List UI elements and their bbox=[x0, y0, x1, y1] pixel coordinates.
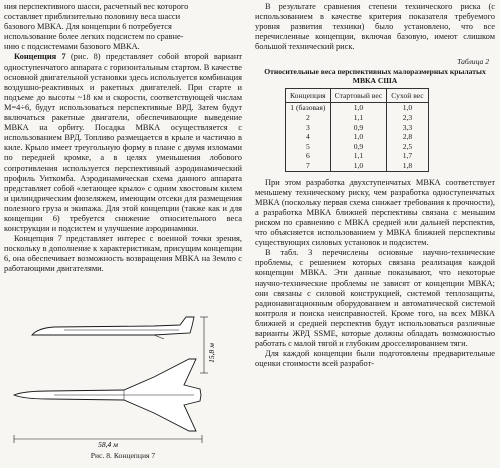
table-row bbox=[286, 132, 429, 142]
table-row bbox=[286, 151, 429, 161]
table-cell: 0,9 bbox=[330, 123, 387, 133]
table-row bbox=[286, 123, 429, 133]
figure-caption: Рис. 8. Концепция 7 bbox=[90, 451, 156, 460]
text-line: составляет приблизительно половину веса шасси bbox=[4, 12, 181, 22]
cost-paragraph: Для каждой концепции были подготовлены предварительные оценки стоимости всей разработ- bbox=[255, 349, 495, 369]
height-label: 15,8 м bbox=[207, 343, 216, 363]
table-row bbox=[286, 161, 429, 171]
aircraft-drawing bbox=[4, 313, 242, 449]
problems-paragraph: В табл. 3 перечислены основные научно-технические проблемы, с решением которых связана реализация каждой концепции МВКА. Эти данные показывают, что некоторые научно-технические проблемы не зависят от концепции МВКА; они связаны с силовой конструкцией, системой теплозащиты, радионавигационным оборудованием и автоматической системой контроля и поиска неисправностей. Кроме того, на всех МВКА ближней и средней перспектив будут использоваться различные варианты ЖРД SSME, которые должны обладать возможностью работать с малой тягой и глубоким дросселированием тяги. bbox=[255, 248, 495, 349]
text-line: ния перспективного шасси, расчетный вес которого bbox=[4, 2, 189, 11]
table-cell: 1,0 bbox=[387, 103, 428, 113]
side-view bbox=[32, 317, 194, 339]
table-cell: 1,0 bbox=[330, 132, 387, 142]
table-cell: 2,8 bbox=[387, 132, 428, 142]
table-cell: 2,5 bbox=[387, 142, 428, 152]
table-cell: 1,1 bbox=[330, 113, 387, 123]
table-cell: 3,3 bbox=[387, 123, 428, 133]
table-header-row bbox=[286, 89, 429, 103]
table-cell: 5 bbox=[286, 142, 331, 152]
column-header: Стартовый вес bbox=[330, 89, 387, 103]
intro-paragraph bbox=[4, 2, 242, 52]
table-cell: 7 bbox=[286, 161, 331, 171]
concept7-paragraph bbox=[4, 52, 242, 234]
relative-weights-table bbox=[285, 88, 429, 171]
table-cell: 1,1 bbox=[330, 151, 387, 161]
table-label: Таблица 2 bbox=[457, 57, 489, 67]
table-row bbox=[286, 103, 429, 113]
text-line: использование более легких подсистем по сравне- bbox=[4, 32, 184, 42]
table-row bbox=[286, 113, 429, 123]
risk-paragraph: В результате сравнения степени технического риска (с использованием в качестве критерия показателя требуемого уровня развития техники) было установлено, что все перечисленные концепции, включая базовую, имеют слишком большой технический риск. bbox=[255, 2, 495, 52]
plan-view bbox=[14, 359, 201, 431]
text-line: нию с подсистемами базового МВКА. bbox=[4, 42, 140, 52]
right-column bbox=[255, 2, 495, 369]
text-line: базового МВКА. Для концепции 6 потребуется bbox=[4, 22, 172, 32]
table-cell: 6 bbox=[286, 151, 331, 161]
left-column bbox=[4, 2, 242, 275]
risk-comparison-paragraph: При этом разработка двухступенчатых МВКА соответствует меньшему техническому риску, чем разработка одноступенчатых МВКА (поскольку первая схема снижает требования к прочности), а разработка МВКА ближней перспективы связана с меньшим риском по сравнению с МВКА средней или дальней перспектив, что объясняется использованием у МВКА ближней перспективы существующих силовых установок и подсистем. bbox=[255, 177, 495, 248]
table-cell: 2 bbox=[286, 113, 331, 123]
table-cell: 1,7 bbox=[387, 151, 428, 161]
column-header: Сухой вес bbox=[387, 89, 428, 103]
table-cell: 3 bbox=[286, 123, 331, 133]
length-label: 58,4 м bbox=[98, 440, 118, 449]
column-header: Концепция bbox=[286, 89, 331, 103]
table-cell: 4 bbox=[286, 132, 331, 142]
table-cell: 1,8 bbox=[387, 161, 428, 171]
table-cell: 0,9 bbox=[330, 142, 387, 152]
table-cell: 1,0 bbox=[330, 103, 387, 113]
table-cell: 1,0 bbox=[330, 161, 387, 171]
figure-concept7 bbox=[4, 313, 242, 465]
table-cell: 2,3 bbox=[387, 113, 428, 123]
table-cell: 1 (базовая) bbox=[286, 103, 331, 113]
concept7-military-paragraph: Концепция 7 представляет интерес с военной точки зрения, поскольку в дополнение к характеристикам, присущим концепции 6, она обеспечивает возможность возвращения МВКА на Землю с работающими двигателями. bbox=[4, 234, 242, 274]
table-row bbox=[286, 142, 429, 152]
concept7-heading: Концепция 7 bbox=[14, 52, 66, 62]
table-title: Относительные веса перспективных малоразмерных крылатых МВКА США bbox=[264, 67, 486, 86]
concept7-text: (рис. 8) представляет собой второй вариант одноступенчатого аппарата с горизонтальным стартом. В качестве основной двигательной установки здесь используется комбинация воздушно-реактивных и ракетных двигателей. При старте и подъеме до высоты ~18 км и скорости, соответствующей числам М=4÷6, будут использоваться перспективные ВРД. Затем будут включаться ракетные двигатели, обеспечивающие выведение МВКА на орбиту. Посадка МВКА осуществляется с использованием ВРД. Топливо размещается в крыле и частично в киле. Крыло имеет треугольную форму в плане с двумя изломами по передней кромке, а в целях уменьшения лобового сопротивления используется перспективный аэродинамический профиль Уиткомба. Аэродинамическая схема данного аппарата представляет собой «летающее крыло» с одним хвостовым килем и цилиндрическим фюзеляжем, имеющим отсеки для размещения полезного груза и экипажа. Для этой концепции (также как и для концепции 6) требуется снижение относительного веса конструкции и подсистем и улучшение аэродинамики. bbox=[4, 52, 243, 234]
